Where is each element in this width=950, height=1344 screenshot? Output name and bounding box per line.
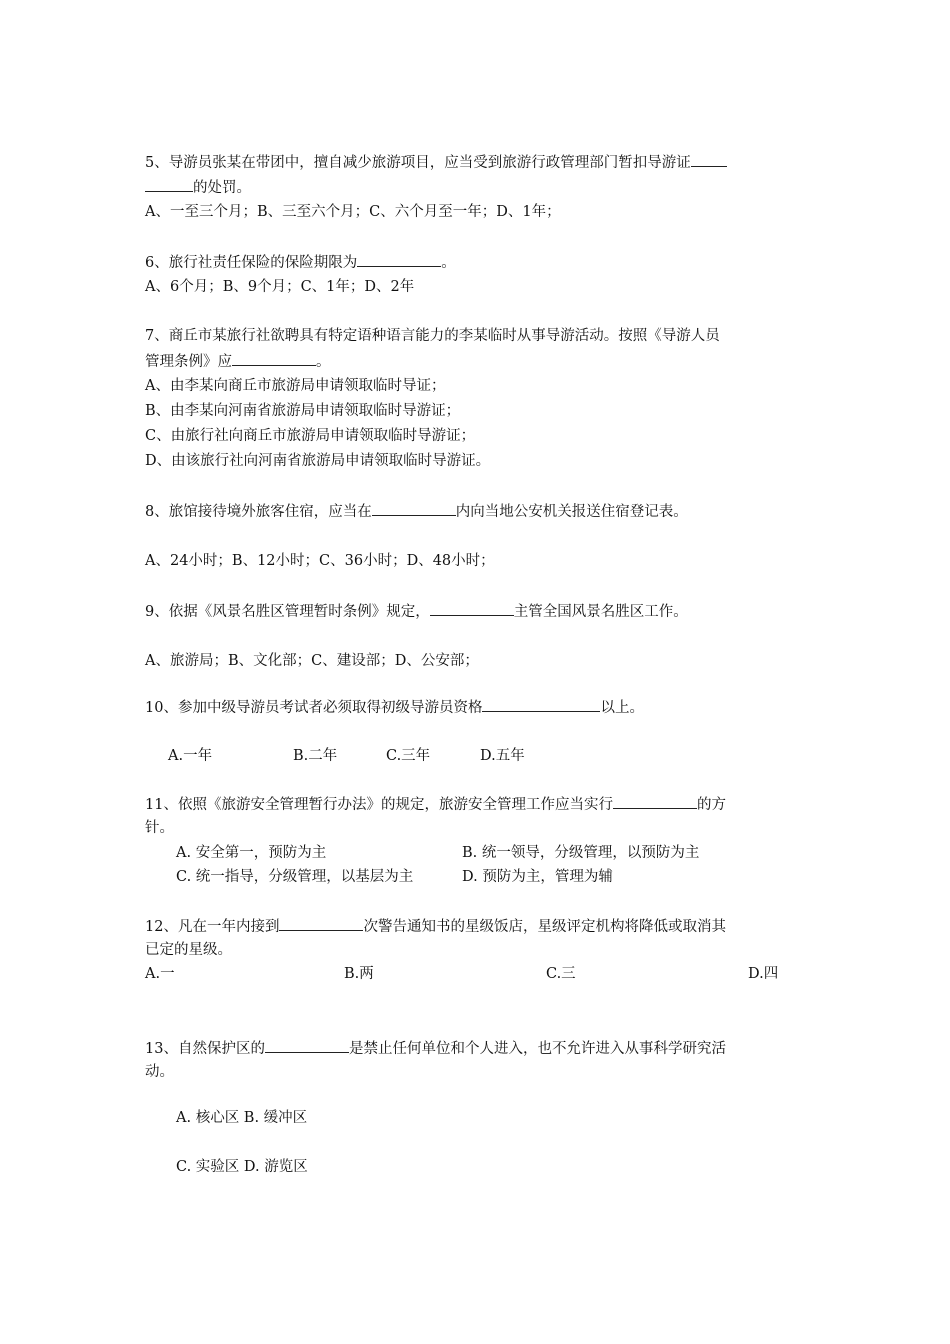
q7-answer-blank [232,351,316,366]
q5-stem-line2: 的处罚。 [145,177,251,198]
q9-answer-blank [430,601,514,616]
q8-answer-blank [372,501,456,516]
q12-option-b: B.两 [344,966,374,982]
q9-stem: 9、依据《风景名胜区管理暂时条例》规定， 主管全国风景名胜区工作。 [145,601,688,622]
q13-stem-line1: 13、自然保护区的 是禁止任何单位和个人进入，也不允许进入从事科学研究活 [145,1038,726,1059]
q10-option-d: D.五年 [480,748,525,764]
q11-answer-blank [613,794,697,809]
q13-options-ab: A. 核心区 B. 缓冲区 [176,1110,308,1126]
q10-option-b: B.二年 [293,748,338,764]
q5-options: A、一至三个月；B、三至六个月；C、六个月至一年；D、1年； [145,204,561,220]
q10-option-a: A.一年 [168,748,213,764]
q12-answer-blank [279,916,363,931]
q5-stem-line1: 5、导游员张某在带团中，擅自减少旅游项目，应当受到旅游行政管理部门暂扣导游证 [145,152,727,173]
q11-option-d: D. 预防为主，管理为辅 [462,869,613,885]
q8-options: A、24小时；B、12小时；C、36小时；D、48小时； [145,553,495,569]
q7-stem-line1: 7、商丘市某旅行社欲聘具有特定语种语言能力的李某临时从事导游活动。按照《导游人员 [145,328,720,344]
q11-option-b: B. 统一领导，分级管理，以预防为主 [462,845,700,861]
q7-option-a: A、由李某向商丘市旅游局申请领取临时导证； [145,378,446,394]
q11-option-a: A. 安全第一，预防为主 [176,845,327,861]
q10-option-c: C.三年 [386,748,431,764]
q7-option-b: B、由李某向河南省旅游局申请领取临时导游证； [145,403,461,419]
q13-answer-blank [265,1038,349,1053]
q6-options: A、6个月；B、9个月；C、1年；D、2年 [145,279,415,295]
q6-answer-blank [357,252,441,267]
q12-option-c: C.三 [546,966,576,982]
q9-options: A、旅游局；B、文化部；C、建设部；D、公安部； [145,653,479,669]
q10-answer-blank [482,697,600,712]
q6-stem: 6、旅行社责任保险的保险期限为 。 [145,252,456,273]
q11-option-c: C. 统一指导，分级管理，以基层为主 [176,869,414,885]
q7-option-d: D、由该旅行社向河南省旅游局申请领取临时导游证。 [145,453,491,469]
q7-stem-line2: 管理条例》应 。 [145,351,331,372]
q13-options-cd: C. 实验区 D. 游览区 [176,1159,308,1175]
q7-option-c: C、由旅行社向商丘市旅游局申请领取临时导游证； [145,428,476,444]
q5-answer-blank-cont [145,177,193,192]
q12-option-d: D.四 [748,966,779,982]
q11-stem-line2: 针。 [145,820,174,836]
q12-stem-line1: 12、凡在一年内接到 次警告通知书的星级饭店，星级评定机构将降低或取消其 [145,916,726,937]
q8-stem: 8、旅馆接待境外旅客住宿，应当在 内向当地公安机关报送住宿登记表。 [145,501,688,522]
q5-answer-blank [691,152,727,167]
q12-option-a: A.一 [145,966,175,982]
q11-stem-line1: 11、依照《旅游安全管理暂行办法》的规定，旅游安全管理工作应当实行 的方 [145,794,726,815]
q12-stem-line2: 已定的星级。 [145,942,232,958]
q10-stem: 10、参加中级导游员考试者必须取得初级导游员资格 以上。 [145,697,644,718]
q13-stem-line2: 动。 [145,1064,174,1080]
